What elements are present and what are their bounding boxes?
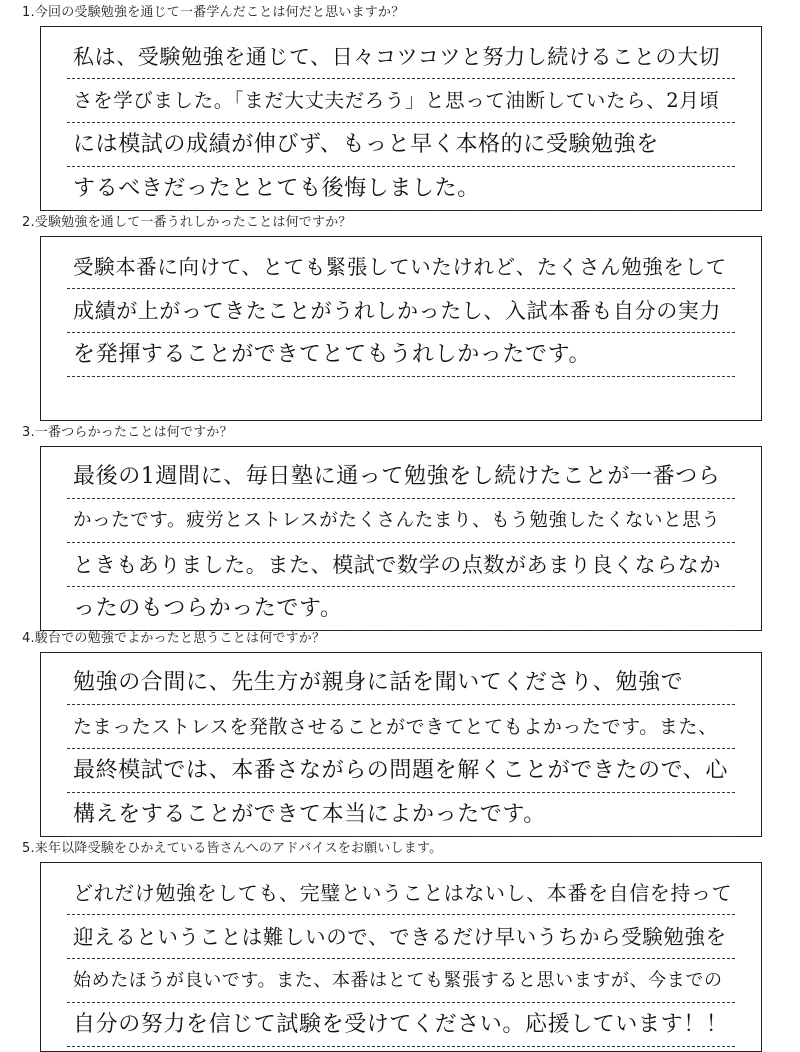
answer-box-2 [40,236,762,421]
answer-2-line-3: を発揮することができてとてもうれしかったです。 [67,333,735,377]
answer-4-line-2: たまったストレスを発散させることができてとてもよかったです。また、 [67,705,735,749]
answer-box-4 [40,652,762,837]
answer-3-line-2: かったです。疲労とストレスがたくさんたまり、もう勉強したくないと思う [67,499,735,543]
answer-2-line-2: 成績が上がってきたことがうれしかったし、入試本番も自分の実力 [67,289,735,333]
answer-5-line-3: 始めたほうが良いです。また、本番はとても緊張すると思いますが、今までの [67,959,735,1003]
answer-4-line-4: 構えをすることができて本当によかったです。 [67,793,735,837]
answer-1-line-2: さを学びました。「まだ大丈夫だろう」と思って油断していたら、2月頃 [67,79,735,123]
answer-1-line-3: には模試の成績が伸びず、もっと早く本格的に受験勉強を [67,123,735,167]
answer-3-line-3: ときもありました。また、模試で数学の点数があまり良くならなか [67,543,735,587]
answer-1-line-4: するべきだったととても後悔しました。 [67,167,735,211]
question-4-label: 4.駿台での勉強でよかったと思うことは何ですか？ [22,631,326,646]
question-2-label: 2.受験勉強を通して一番うれしかったことは何ですか？ [22,215,352,230]
answer-4-line-3: 最終模試では、本番さながらの問題を解くことができたので、心 [67,749,735,793]
answer-5-line-1: どれだけ勉強をしても、完璧ということはないし、本番を自信を持って [67,871,735,915]
question-3-label: 3.一番つらかったことは何ですか？ [22,425,233,440]
answer-2-line-4 [67,377,735,421]
answer-5-line-4: 自分の努力を信じて試験を受けてください。応援しています！！ [67,1003,735,1047]
answer-1-line-1: 私は、受験勉強を通じて、日々コツコツと努力し続けることの大切 [67,35,735,79]
answer-box-1 [40,26,762,211]
answer-3-line-1: 最後の1週間に、毎日塾に通って勉強をし続けたことが一番つら [67,455,735,499]
answer-box-5 [40,862,762,1052]
answer-box-3 [40,446,762,631]
question-5-label: 5.来年以降受験をひかえている皆さんへのアドバイスをお願いします。 [22,841,443,856]
answer-4-line-1: 勉強の合間に、先生方が親身に話を聞いてくださり、勉強で [67,661,735,705]
question-1-label: 1.今回の受験勉強を通じて一番学んだことは何だと思いますか？ [22,5,405,20]
answer-5-line-2: 迎えるということは難しいので、できるだけ早いうちから受験勉強を [67,915,735,959]
answer-2-line-1: 受験本番に向けて、とても緊張していたけれど、たくさん勉強をして [67,245,735,289]
answer-3-line-4: ったのもつらかったです。 [67,587,735,631]
